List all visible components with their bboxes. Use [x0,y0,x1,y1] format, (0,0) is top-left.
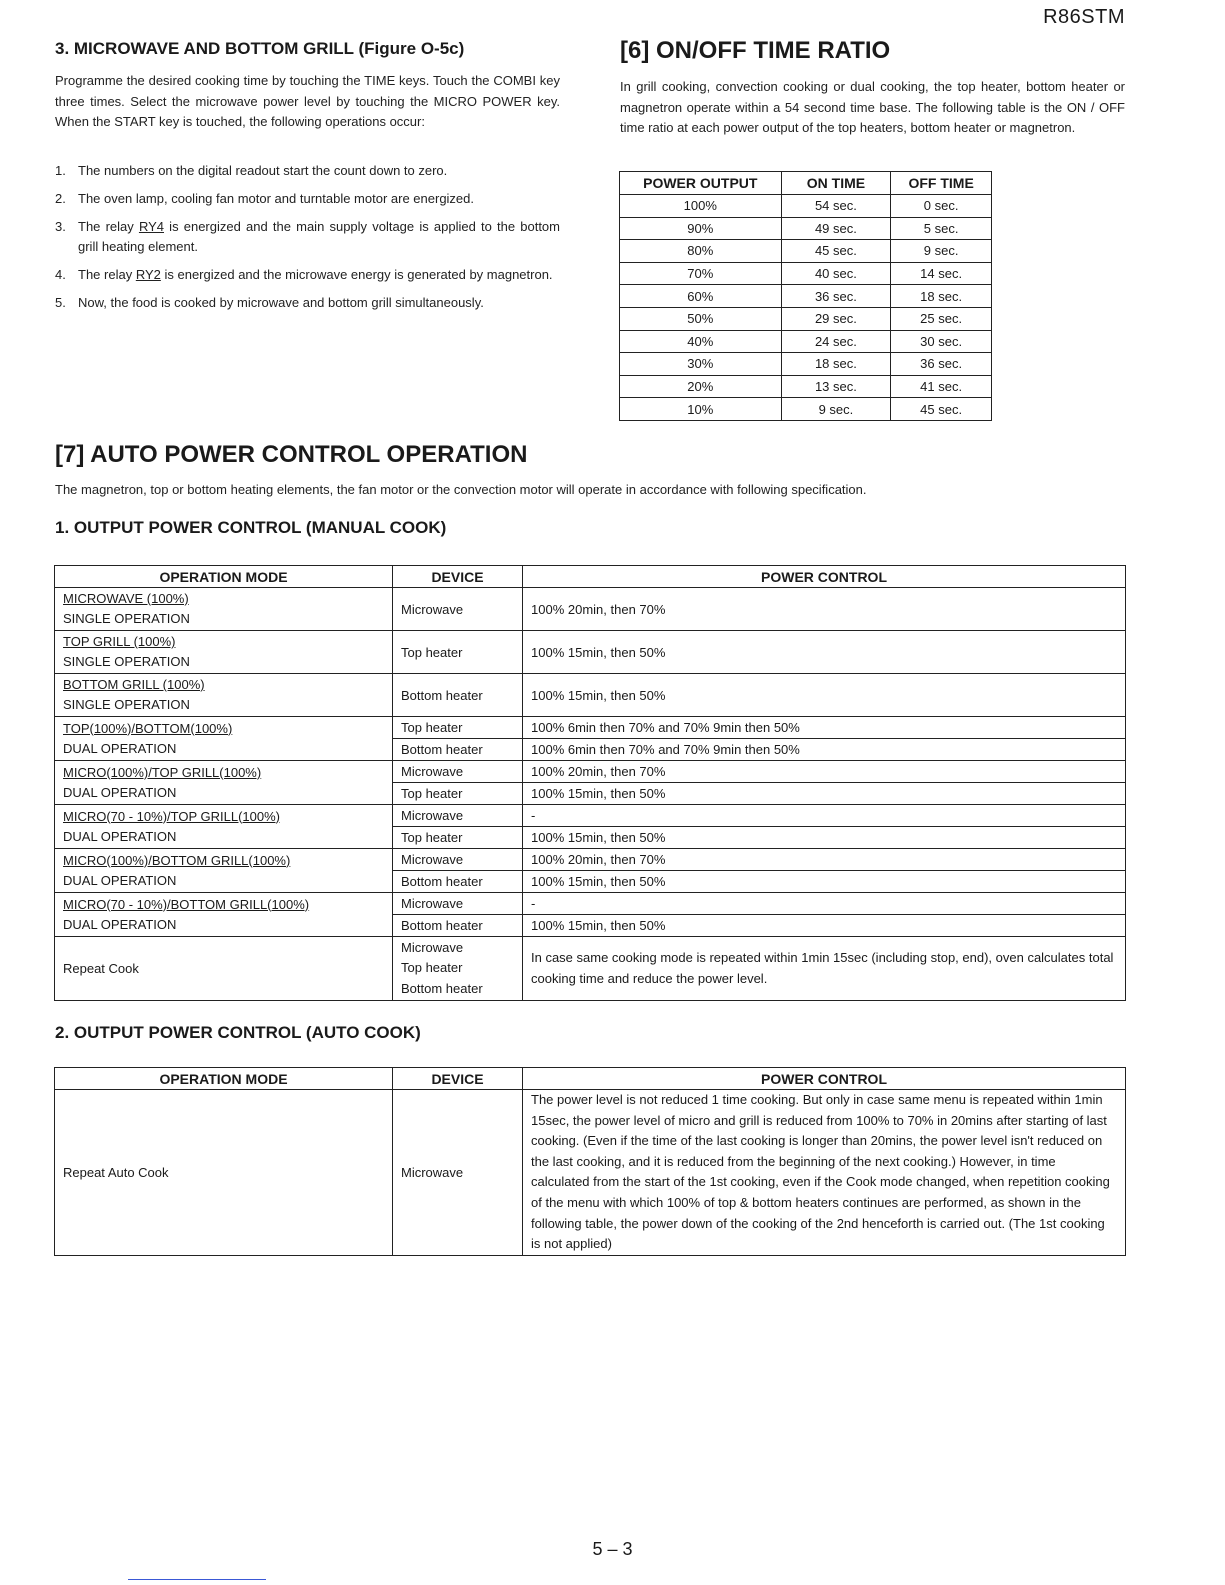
table-row: 20% 13 sec. 41 sec. [620,375,992,398]
section6-title: [6] ON/OFF TIME RATIO [620,37,891,64]
column-header: DEVICE [393,566,523,588]
page-number: 5 – 3 [592,1539,633,1559]
relay-ry2: RY2 [135,267,161,282]
column-header: OFF TIME [891,172,992,195]
column-header: POWER CONTROL [523,1068,1126,1090]
section6-intro: In grill cooking, convection cooking or dual cooking, the top heater, bottom heater or magnetron operate within a 54 second time base. The following table is the ON / OFF time ratio at each power output of the top heaters, bottom heater or magnetron. [620,79,1125,135]
divider [128,1579,266,1580]
list-item: 4. The relay RY2 is energized and the microwave energy is generated by magnetron. [55,267,553,282]
table-row: 30% 18 sec. 36 sec. [620,353,992,376]
section3-steps [55,161,560,321]
table-row: Bottom heater 100% 15min, then 50% [55,915,1126,937]
table-row: TOP GRILL (100%) SINGLE OPERATION Top heater 100% 15min, then 50% [55,631,1126,674]
model-number: R86STM [1043,6,1125,28]
table-row: MICRO(70 - 10%)/BOTTOM GRILL(100%) DUAL OPERATION Microwave - [55,893,1126,915]
table-row: TOP(100%)/BOTTOM(100%) DUAL OPERATION Top heater 100% 6min then 70% and 70% 9min then 50% [55,717,1126,739]
on-off-ratio-table [619,171,992,421]
table-row: Top heater 100% 15min, then 50% [55,827,1126,849]
section7-title: [7] AUTO POWER CONTROL OPERATION [55,441,528,468]
list-item: 1. The numbers on the digital readout start the count down to zero. [55,163,448,178]
table-row: Bottom heater 100% 15min, then 50% [55,871,1126,893]
auto-cook-title: 2. OUTPUT POWER CONTROL (AUTO COOK) [55,1023,421,1042]
list-item: 5. Now, the food is cooked by microwave and bottom grill simultaneously. [55,295,484,310]
table-row: 80% 45 sec. 9 sec. [620,240,992,263]
table-row: 40% 24 sec. 30 sec. [620,330,992,353]
table-row: BOTTOM GRILL (100%) SINGLE OPERATION Bottom heater 100% 15min, then 50% [55,674,1126,717]
table-row: 90% 49 sec. 5 sec. [620,217,992,240]
column-header: POWER OUTPUT [620,172,782,195]
table-row: 50% 29 sec. 25 sec. [620,307,992,330]
table-row: Bottom heater 100% 6min then 70% and 70% 9min then 50% [55,739,1126,761]
table-row: MICRO(70 - 10%)/TOP GRILL(100%) DUAL OPERATION Microwave - [55,805,1126,827]
auto-cook-table [54,1067,1126,1256]
table-row: Repeat Cook Microwave Top heater Bottom heater In case same cooking mode is repeated within 1min 15sec (including stop, end), oven calculates total cooking time and reduce the power level. [55,937,1126,1001]
column-header: OPERATION MODE [55,1068,393,1090]
manual-cook-title: 1. OUTPUT POWER CONTROL (MANUAL COOK) [55,518,447,537]
table-row: Top heater 100% 15min, then 50% [55,783,1126,805]
column-header: POWER CONTROL [523,566,1126,588]
section7-intro: The magnetron, top or bottom heating elements, the fan motor or the convection motor will operate in accordance with following specification. [55,482,867,497]
table-row: MICRO(100%)/TOP GRILL(100%) DUAL OPERATION Microwave 100% 20min, then 70% [55,761,1126,783]
list-item: 2. The oven lamp, cooling fan motor and turntable motor are energized. [55,191,475,206]
table-row: 70% 40 sec. 14 sec. [620,262,992,285]
manual-cook-table [54,565,1126,1001]
list-item: 3. The relay RY4 is energized and the main supply voltage is applied to the bottom grill heating element. [55,219,560,254]
table-row: MICROWAVE (100%) SINGLE OPERATION Microwave 100% 20min, then 70% [55,588,1126,631]
table-row: 10% 9 sec. 45 sec. [620,398,992,421]
relay-ry4: RY4 [138,219,164,234]
column-header: DEVICE [393,1068,523,1090]
column-header: OPERATION MODE [55,566,393,588]
column-header: ON TIME [781,172,891,195]
section3-title: 3. MICROWAVE AND BOTTOM GRILL (Figure O-5c) [55,39,465,58]
table-row: 100% 54 sec. 0 sec. [620,195,992,218]
section3-intro: Programme the desired cooking time by touching the TIME keys. Touch the COMBI key three times. Select the microwave power level by touching the MICRO POWER key. When the START key is touched, the following operations occur: [55,73,560,129]
table-row: MICRO(100%)/BOTTOM GRILL(100%) DUAL OPERATION Microwave 100% 20min, then 70% [55,849,1126,871]
table-row: Repeat Auto Cook Microwave The power level is not reduced 1 time cooking. But only in case same menu is repeated within 1min 15sec, the power level of micro and grill is reduced from 100% to 70% in 20mins after starting of last cooking. (Even if the time of the last cooking is longer than 20mins, the power level isn't reduced on the last cooking, and it is reduced from the beginning of the next cooking.) However, in time calculated from the start of the 1st cooking, even if the Cook mode changed, when repetition cooking of the menu with which 100% of top & bottom heaters continues are performed, as shown in the following table, the power down of the cooking of the 2nd henceforth is carried out. (The 1st cooking is not applied) [55,1090,1126,1256]
table-row: 60% 36 sec. 18 sec. [620,285,992,308]
